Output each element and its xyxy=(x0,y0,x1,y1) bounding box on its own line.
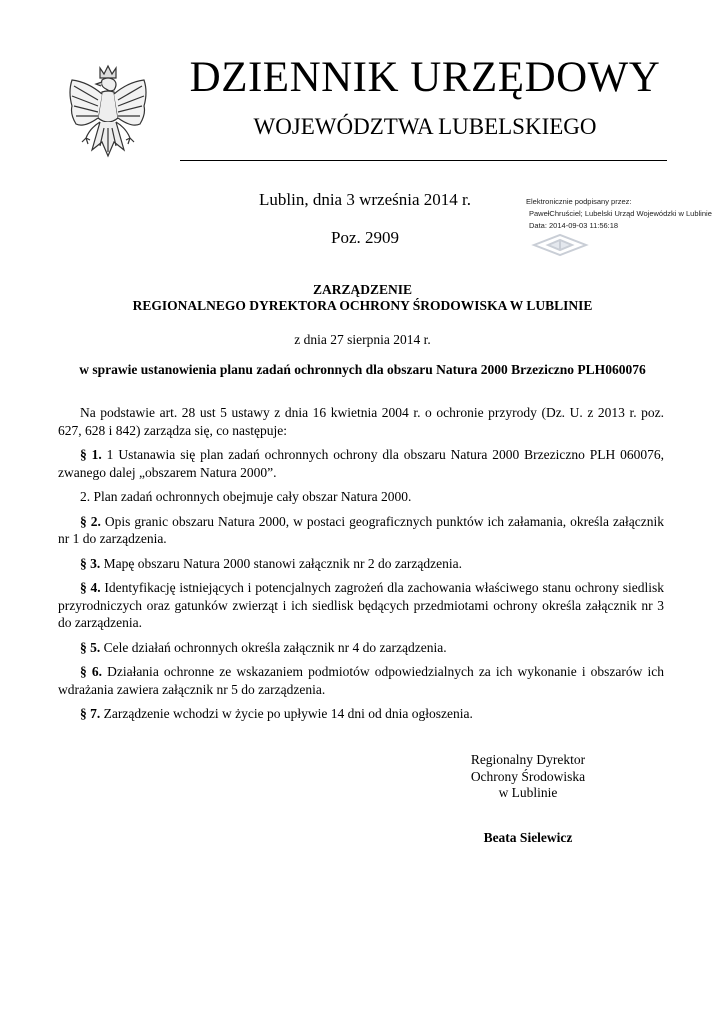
digital-signature-mark-icon xyxy=(528,232,592,258)
document-body xyxy=(58,404,664,730)
section-3 xyxy=(58,555,664,573)
signatory-title-line: w Lublinie xyxy=(498,785,558,800)
gazette-title: DZIENNIK URZĘDOWY xyxy=(189,54,661,101)
signature-date: Data: 2014-09-03 11:56:18 xyxy=(529,221,619,230)
header-divider xyxy=(180,160,667,161)
gazette-subtitle: WOJEWÓDZTWA LUBELSKIEGO xyxy=(253,114,597,139)
electronic-signature-box xyxy=(526,196,721,232)
section-1 xyxy=(58,446,664,481)
section-marker: § 6. xyxy=(80,664,102,679)
section-text: Działania ochronne ze wskazaniem podmiotów odpowiedzialnych za ich wykonanie i obszarów ich wdrażania zawiera załącznik nr 5 do zarządzenia. xyxy=(58,664,665,697)
section-marker: § 2. xyxy=(80,513,101,529)
section-text: Identyfikację istniejących i potencjalnych zagrożeń dla zachowania właściwego stanu ochrony siedlisk przyrodniczych oraz gatunków zwierząt i ich siedlisk będących przedmiotami ochrony określa załącznik nr 3 do zarządzenia. xyxy=(58,580,664,630)
section-text: Cele działań ochronnych określa załącznik nr 4 do zarządzenia. xyxy=(100,639,447,655)
document-subject: w sprawie ustanowienia planu zadań ochronnych dla obszaru Natura 2000 Brzeziczno PLH060076 xyxy=(79,362,646,377)
section-marker: § 7. xyxy=(80,706,101,721)
section-text: Zarządzenie wchodzi w życie po upływie 14 dni od dnia ogłoszenia. xyxy=(100,706,473,721)
signer-info: PawełChruściel; Lubelski Urząd Wojewódzki w Lublinie xyxy=(529,209,712,218)
signatory-block xyxy=(428,752,628,802)
section-marker: § 5. xyxy=(80,639,101,655)
section-text: Mapę obszaru Natura 2000 stanowi załącznik nr 2 do zarządzenia. xyxy=(100,555,462,571)
publication-date: Lublin, dnia 3 września 2014 r. xyxy=(259,190,471,209)
section-7 xyxy=(58,705,664,723)
document-type: ZARZĄDZENIE xyxy=(312,282,413,297)
section-1-point-2: 2. Plan zadań ochronnych obejmuje cały obszar Natura 2000. xyxy=(80,489,412,504)
section-5 xyxy=(58,639,664,657)
signatory-title-line: Ochrony Środowiska xyxy=(470,768,586,784)
signatory-title-line: Regionalny Dyrektor xyxy=(470,752,586,767)
position-number: Poz. 2909 xyxy=(331,228,399,247)
intro-paragraph: Na podstawie art. 28 ust 5 ustawy z dnia 16 kwietnia 2004 r. o ochronie przyrody (Dz. U. z 2013 r. poz. 627, 628 i 842) zarządza się, co następuje: xyxy=(58,405,664,438)
signature-label: Elektronicznie podpisany przez: xyxy=(526,197,632,206)
section-marker: § 4. xyxy=(80,580,101,595)
section-text: 1 Ustanawia się plan zadań ochronnych ochrony dla obszaru Natura 2000 Brzeziczno PLH 060076, zwanego dalej „obszarem Natura 2000”. xyxy=(58,447,664,480)
signatory-name: Beata Sielewicz xyxy=(483,830,573,845)
section-6 xyxy=(58,663,664,698)
polish-eagle-emblem-icon xyxy=(62,62,154,166)
section-4 xyxy=(58,579,664,632)
section-2 xyxy=(58,513,664,548)
section-marker: § 3. xyxy=(80,555,101,571)
document-issuer: REGIONALNEGO DYREKTORA OCHRONY ŚRODOWISKA W LUBLINIE xyxy=(132,298,593,313)
issue-date: z dnia 27 sierpnia 2014 r. xyxy=(294,332,431,347)
section-text: Opis granic obszaru Natura 2000, w postaci geograficznych punktów ich załamania, określa załącznik nr 1 do zarządzenia. xyxy=(58,513,665,546)
section-marker: § 1. xyxy=(80,447,102,462)
